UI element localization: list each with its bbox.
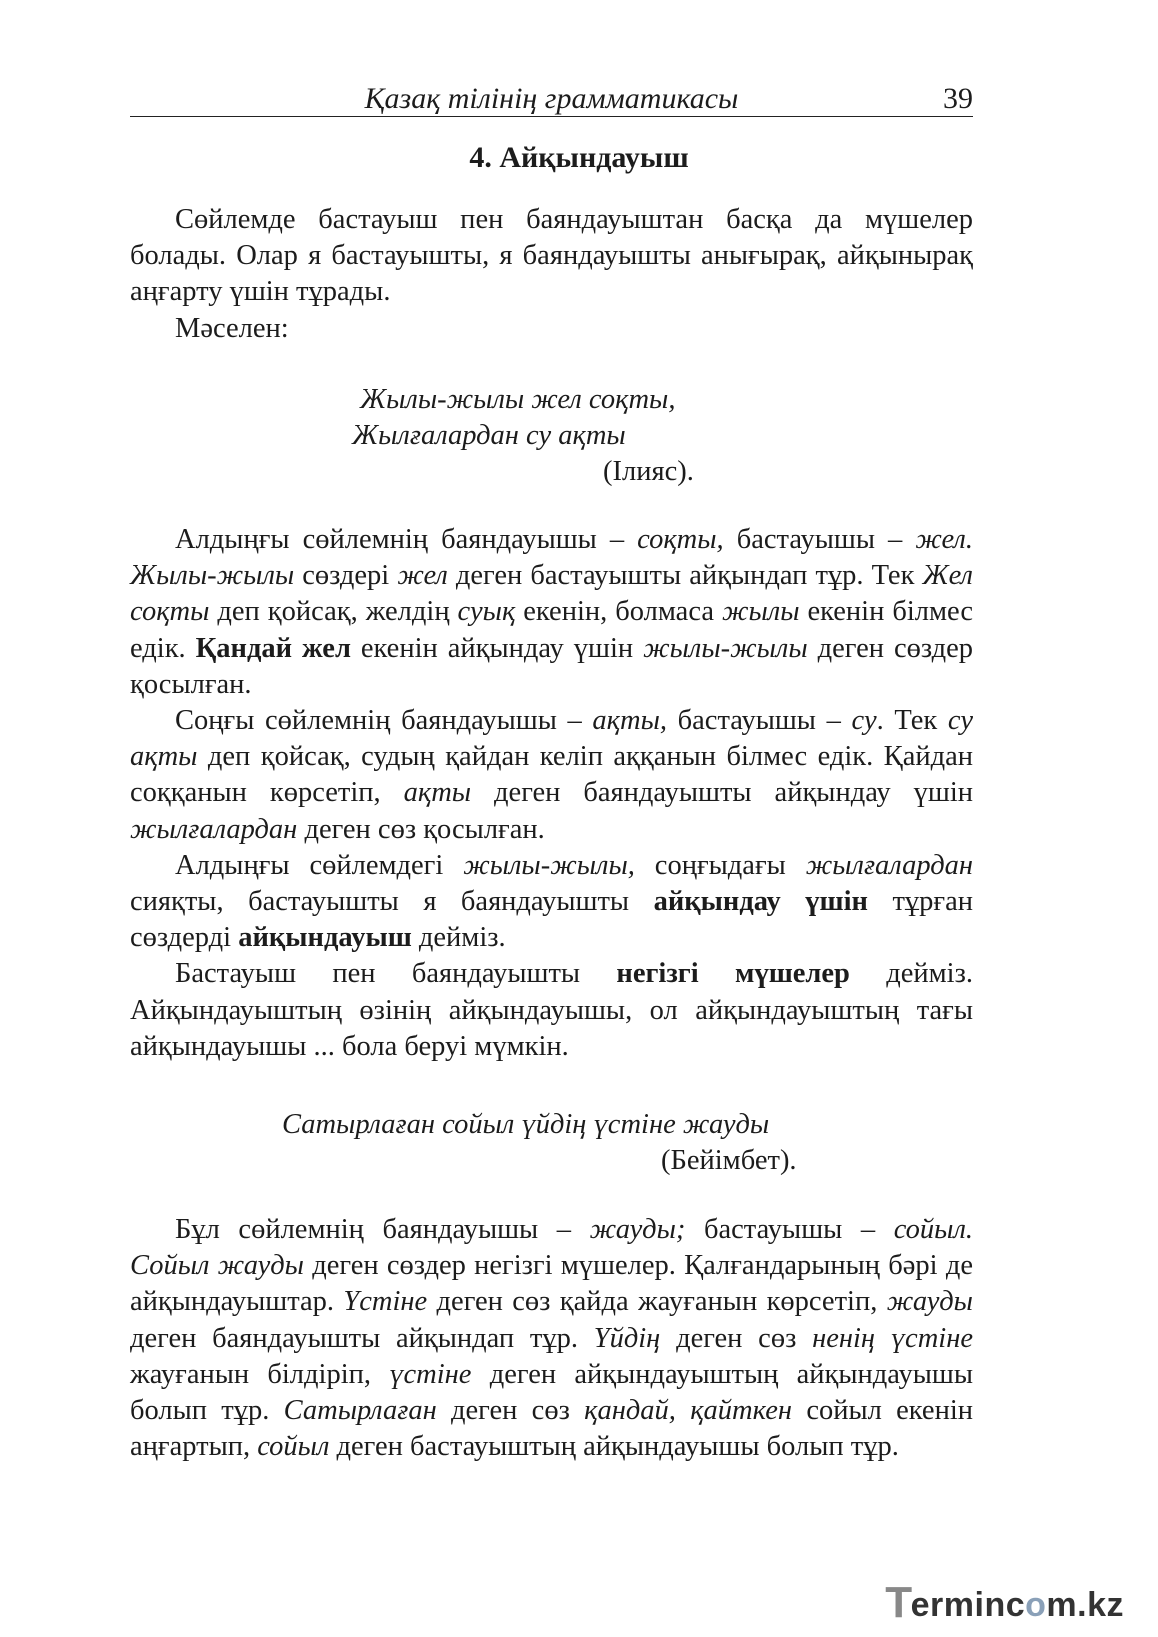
watermark-letter-t: T bbox=[885, 1578, 913, 1627]
analysis-block-2 bbox=[130, 1212, 973, 1465]
verse1-attribution: (Ілияс). bbox=[603, 456, 694, 487]
verse2-line1: Сатырлаған сойыл үйдің үстіне жауды bbox=[282, 1109, 770, 1140]
watermark-text-2: m.kz bbox=[1046, 1586, 1124, 1624]
analysis-paragraph-5: Бұл сөйлемнің баяндауышы – жауды; бастауышы – сойыл. Сойыл жауды деген сөздер негізгі мүшелер. Қалғандарының бәрі де айқындауыштар. Үстіне деген сөз қайда жауғанын көрсетіп, жауды деген баяндауышты айқындап тұр. Үйдің деген сөз ненің үстіне жауғанын білдіріп, үстіне деген айқындауыштың айқындауышы болып тұр. Сатырлаған деген сөз қандай, қайткен сойыл екенін аңғартып, сойыл деген бастауыштың айқындауышы болып тұр. bbox=[130, 1214, 974, 1463]
analysis-paragraph-4: Бастауыш пен баяндауышты негізгі мүшелер дейміз. Айқындауыштың өзінің айқындауышы, ол айқындауыштың тағы айқындауышы ... бола беруі мүмкін. bbox=[130, 958, 973, 1062]
watermark-text-1: erminc bbox=[910, 1586, 1026, 1624]
verse1-line1: Жылы-жылы жел соқты, bbox=[360, 384, 676, 415]
intro-paragraph: Сөйлемде бастауыш пен баяндауыштан басқа да мүшелер болады. Олар я бастауышты, я баяндауышты анығырақ, айқынырақ аңғарту үшін тұрады. bbox=[130, 204, 973, 308]
page-number: 39 bbox=[943, 82, 973, 115]
analysis-paragraph-2: Соңғы сөйлемнің баяндауышы – ақты, бастауышы – су. Тек су ақты деп қойсақ, судың қайдан келіп аққанын білмес едік. Қайдан соққанын көрсетіп, ақты деген баяндауышты айқындау үшін жылғалардан деген сөз қосылған. bbox=[130, 705, 973, 845]
verse2-attribution: (Бейімбет). bbox=[661, 1145, 797, 1176]
analysis-paragraph-1: Алдыңғы сөйлемнің баяндауышы – соқты, бастауышы – жел. Жылы-жылы сөздері жел деген бастауышты айқындап тұр. Тек Жел соқты деп қойсақ, желдің суық екенін, болмаса жылы екенін білмес едік. Қандай жел екенін айқындау үшін жылы-жылы деген сөздер қосылған. bbox=[130, 524, 973, 700]
section-title: 4. Айқындауыш bbox=[469, 141, 689, 174]
running-title: Қазақ тілінің грамматикасы bbox=[364, 82, 739, 115]
analysis-block bbox=[130, 522, 973, 1065]
verse1-line2: Жылғалардан су ақты bbox=[352, 420, 626, 451]
analysis-paragraph-3: Алдыңғы сөйлемдегі жылы-жылы, соңғыдағы жылғалардан сияқты, бастауышты я баяндауышты айқындау үшін тұрған сөздерді айқындауыш дейміз. bbox=[130, 849, 974, 954]
watermark-magnifier-icon: o bbox=[1025, 1586, 1047, 1624]
example-lead: Мәселен: bbox=[175, 312, 289, 344]
site-watermark bbox=[885, 1578, 1124, 1627]
running-header bbox=[130, 82, 973, 117]
intro-block bbox=[130, 202, 973, 347]
